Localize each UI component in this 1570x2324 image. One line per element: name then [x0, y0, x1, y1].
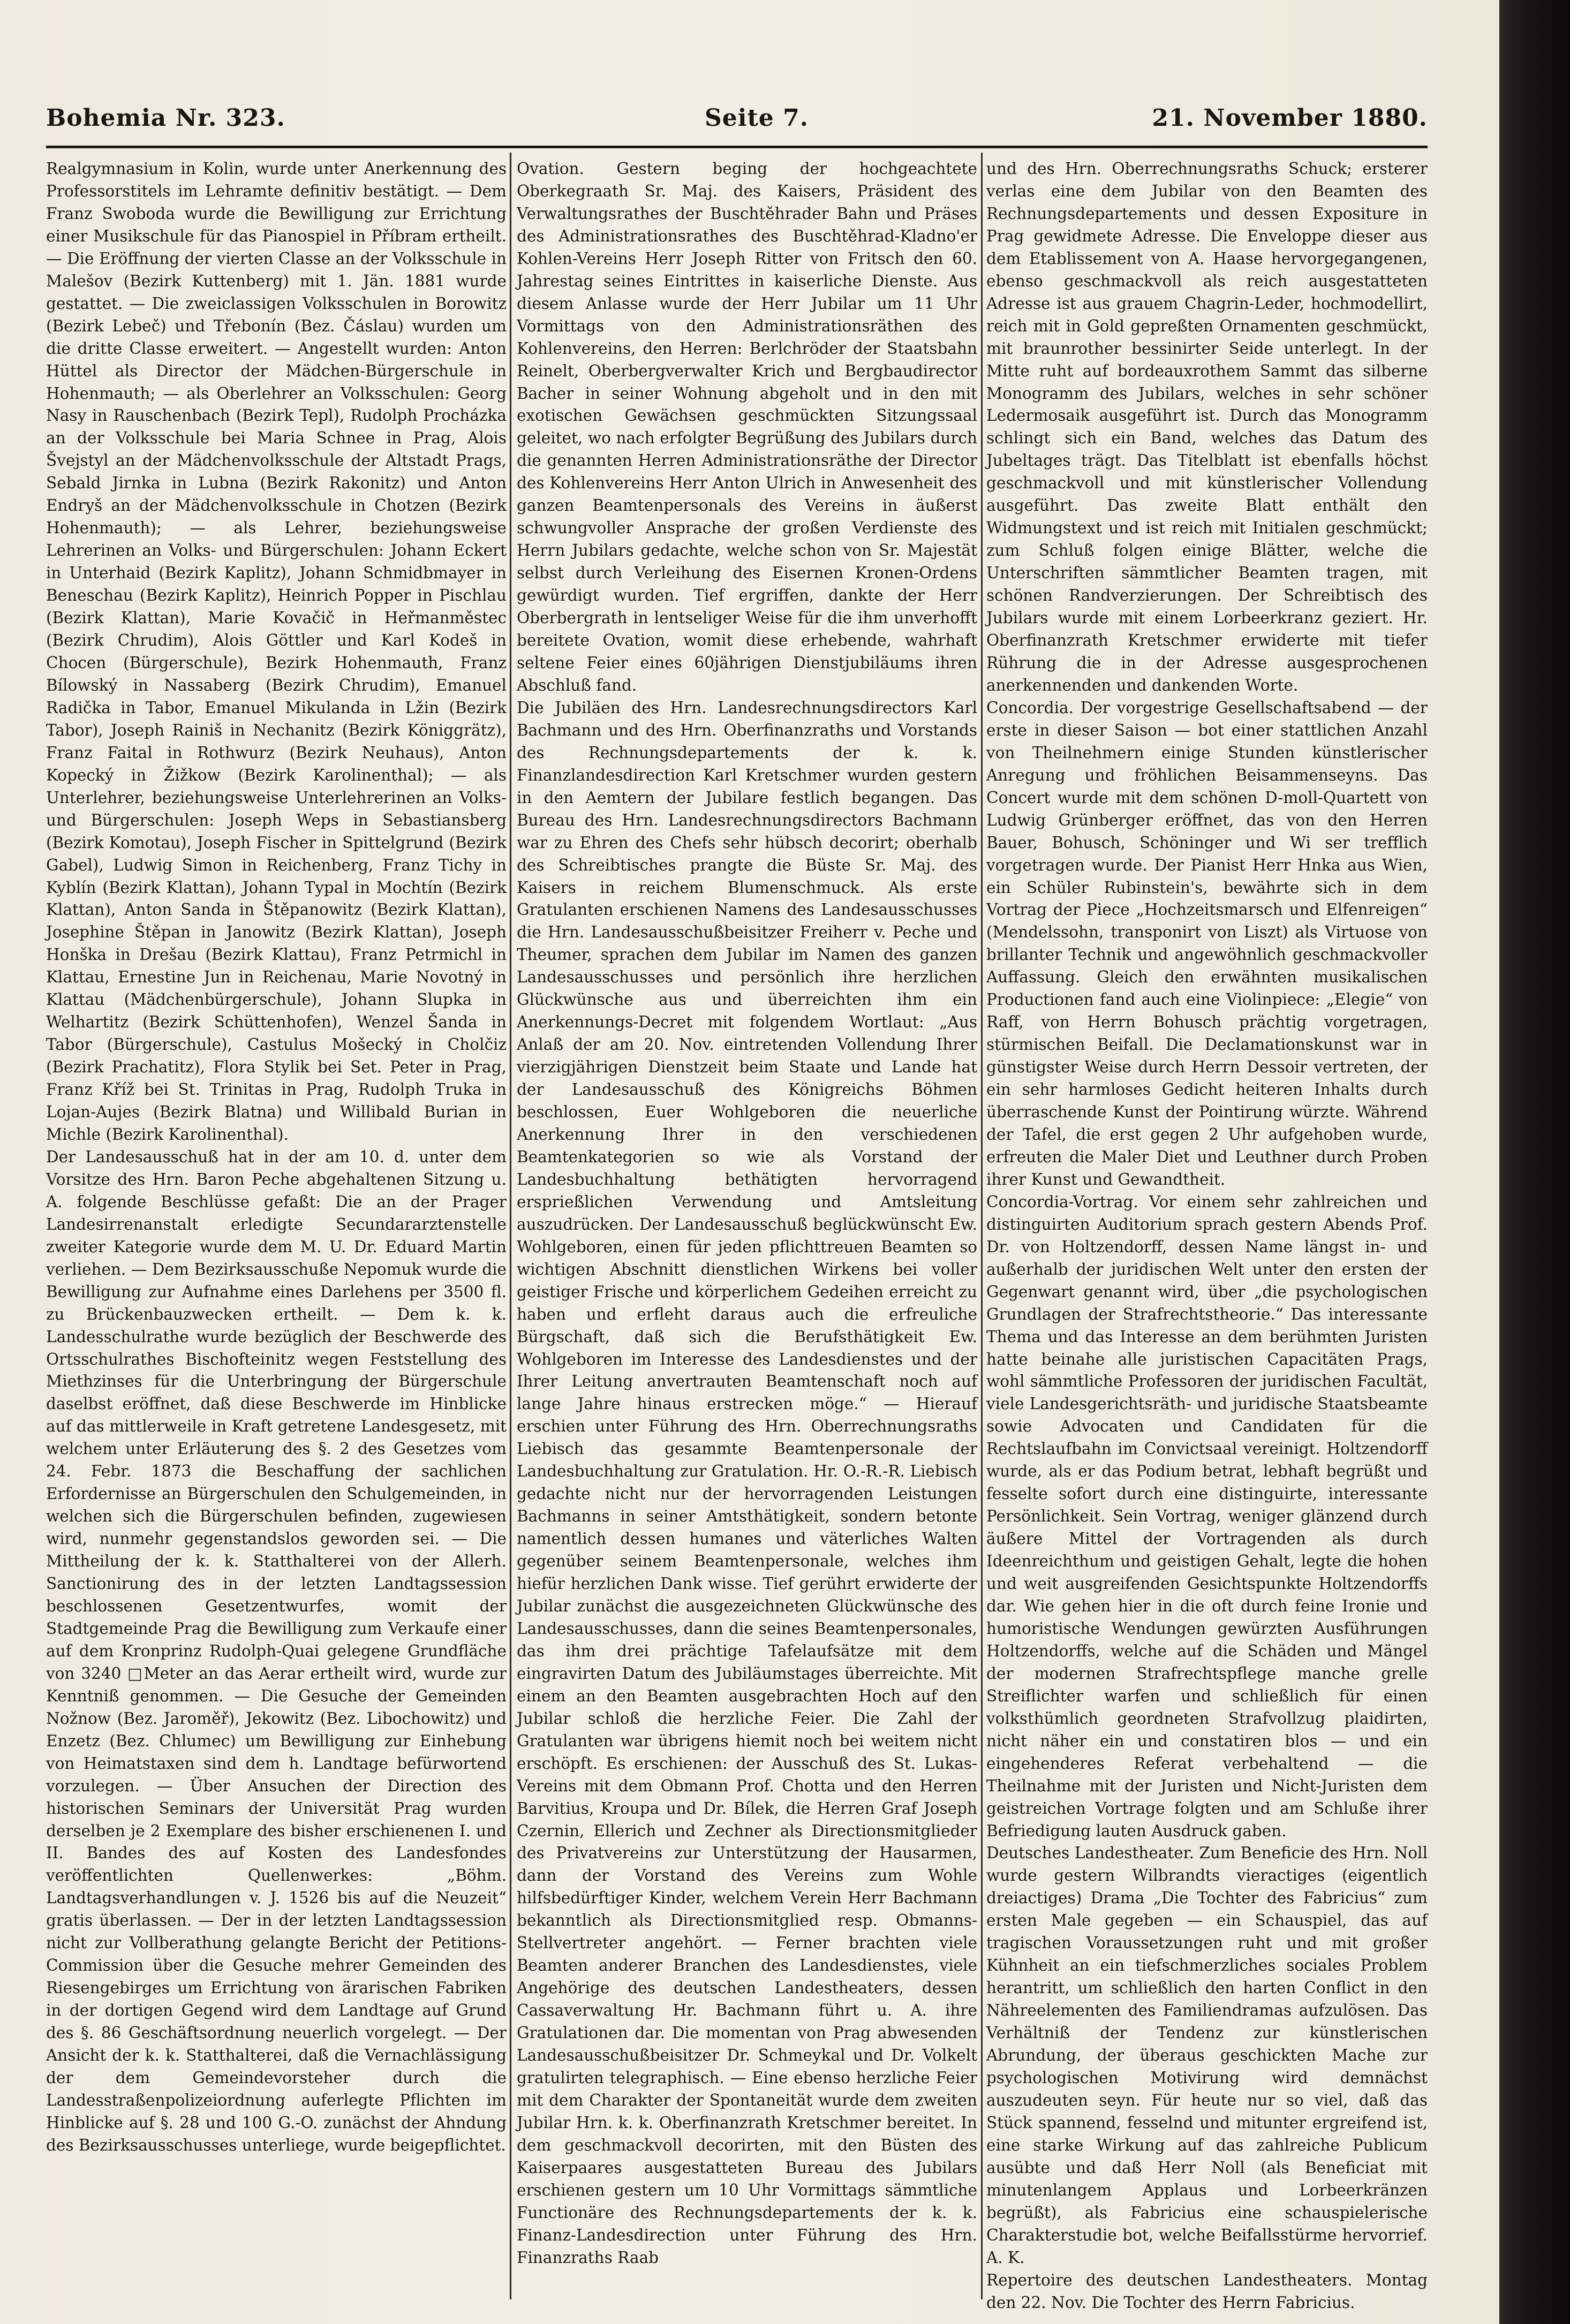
- header-page-number: Seite 7.: [705, 104, 809, 132]
- article-concordia-vortrag: Concordia-Vortrag. Vor einem sehr zahlreichen und distinguirten Auditorium sprach gestern Abends Prof. Dr. von Holtzendorff, dessen Name längst in- und außerhalb der juridischen Welt unter den ersten der Gegenwart genannt wird, über „die psychologischen Grundlagen der Strafrechtstheorie.“ Das interessante Thema und das Interesse an dem berühmten Juristen hatte beinahe alle juristischen Capacitäten Prags, wohl sämmtliche Professoren der juridischen Facultät, viele Landesgerichtsräth- und juridische Staatsbeamte sowie Advocaten und Candidaten für die Rechtslaufbahn im Convictsaal vereinigt. Holtzendorff wurde, als er das Podium betrat, lebhaft begrüßt und fesselte sofort durch eine distinguirte, interessante Persönlichkeit. Sein Vortrag, weniger glänzend durch äußere Mittel der Vortragenden als durch Ideenreichthum und geistigen Gehalt, legte die hohen und weit ausgreifenden Gesichtspunkte Holtzendorffs dar. Wie gehen hier in die oft durch feine Ironie und humoristische Wendungen gewürzten Ausführungen Holtzendorffs, welche auf die Schäden und Mängel der modernen Strafrechtspflege manche grelle Streiflichter warfen und schließlich für einen volksthümlich geordneten Strafvollzug plaidirten, nicht näher ein und constatiren blos — und ein eingehenderes Referat verbehaltend — die Theilnahme mit der Juristen und Nicht-Juristen dem geistreichen Vortrage folgten und am Schluße ihrer Befriedigung lauten Ausdruck gaben.: [986, 1192, 1428, 1840]
- article-school-appointments: Realgymnasium in Kolin, wurde unter Anerkennung des Professorstitels im Lehramte definitiv bestätigt. — Dem Franz Swoboda wurde die Bewilligung zur Errichtung einer Musikschule für das Pianospiel in Příbram ertheilt. — Die Eröffnung der vierten Classe an der Volksschule in Malešov (Bezirk Kuttenberg) mit 1. Jän. 1881 wurde gestattet. — Die zweiclassigen Volksschulen in Borowitz (Bezirk Lebeč) und Třebonín (Bez. Čáslau) wurden um die dritte Classe erweitert. — Angestellt wurden: Anton Hüttel als Director der Mädchen-Bürgerschule in Hohenmauth; — als Oberlehrer an Volksschulen: Georg Nasy in Rauschenbach (Bezirk Tepl), Rudolph Procházka an der Volksschule bei Maria Schnee in Prag, Alois Švejstyl an der Mädchenvolksschule der Altstadt Prags, Sebald Jirnka in Lubna (Bezirk Rakonitz) und Anton Endryš an der Mädchenvolksschule in Chotzen (Bezirk Hohenmauth); — als Lehrer, beziehungsweise Lehrerinen an Volks- und Bürgerschulen: Johann Eckert in Unterhaid (Bezirk Kaplitz), Johann Schmidbmayer in Beneschau (Bezirk Kaplitz), Heinrich Popper in Pischlau (Bezirk Klattan), Marie Kovačič in Heřmanměstec (Bezirk Chrudim), Alois Göttler und Karl Kodeš in Chocen (Bürgerschule), Bezirk Hohenmauth, Franz Bílowský in Nassaberg (Bezirk Chrudim), Emanuel Radička in Tabor, Emanuel Mikulanda in Lžin (Bezirk Tabor), Joseph Rainiš in Nechanitz (Bezirk Königgrätz), Franz Faital in Rothwurz (Bezirk Neuhaus), Anton Kopecký in Žižkow (Bezirk Karolinenthal); — als Unterlehrer, beziehungsweise Unterlehrerinen an Volks- und Bürgerschulen: Joseph Weps in Sebastiansberg (Bezirk Komotau), Joseph Fischer in Spittelgrund (Bezirk Gabel), Ludwig Simon in Reichenberg, Franz Tichy in Kyblín (Bezirk Klattan), Johann Typal in Mochtín (Bezirk Klattan), Anton Sanda in Štěpanowitz (Bezirk Klattan), Josephine Štěpan in Janowitz (Bezirk Klattan), Joseph Honška in Drešau (Bezirk Klattau), Franz Petrmichl in Klattau, Ernestine Jun in Reichenau, Marie Novotný in Klattau (Mädchenbürgerschule), Johann Slupka in Welhartitz (Bezirk Schüttenhofen), Wenzel Šanda in Tabor (Bürgerschule), Castulus Mošecký in Cholčiz (Bezirk Prachatitz), Flora Stylik bei Set. Peter in Prag, Franz Kříž bei St. Trinitas in Prag, Rudolph Truka in Lojan-Aujes (Bezirk Blatna) und Willibald Burian in Michle (Bezirk Karolinenthal).: [46, 160, 507, 1144]
- article-jubilaeen-continued: und des Hrn. Oberrechnungsraths Schuck; ersterer verlas eine dem Jubilar von den Beamten des Rechnungsdepartements und dessen Expositure in Prag gewidmete Adresse. Die Enveloppe dieser aus dem Etablissement von A. Haase hervorgegangenen, ebenso geschmackvoll als reich ausgestatteten Adresse ist aus grauem Chagrin-Leder, hochmodellirt, reich mit in Gold gepreßten Ornamenten geschmückt, mit braunrother bessinirter Seide unterlegt. In der Mitte ruht auf bordeauxrothem Sammt das silberne Monogramm des Jubilars, welches in sehr schöner Ledermosaik ausgeführt ist. Durch das Monogramm schlingt sich ein Band, welches das Datum des Jubeltages trägt. Das Titelblatt ist ebenfalls höchst geschmackvoll und mit künstlerischer Vollendung ausgeführt. Das zweite Blatt enthält den Widmungstext und ist reich mit Initialen geschmückt; zum Schluß folgen einige Blätter, welche die Unterschriften sämmtlicher Beamten tragen, mit schönen Randverzierungen. Der Schreibtisch des Jubilars wurde mit einem Lorbeerkranz geziert. Hr. Oberfinanzrath Kretschmer erwiderte mit tiefer Rührung die in der Adresse ausgesprochenen anerkennenden und dankenden Worte.: [986, 160, 1428, 694]
- article-jubilaeen: Die Jubiläen des Hrn. Landesrechnungsdirectors Karl Bachmann und des Hrn. Oberfinanzraths und Vorstands des Rechnungsdepartements der k. k. Finanzlandesdirection Karl Kretschmer wurden gestern in den Aemtern der Jubilare festlich begangen. Das Bureau des Hrn. Landesrechnungsdirectors Bachmann war zu Ehren des Chefs sehr hübsch decorirt; oberhalb des Schreibtisches prangte die Büste Sr. Maj. des Kaisers in reichem Blumenschmuck. Als erste Gratulanten erschienen Namens des Landesausschusses die Hrn. Landesausschußbeisitzer Freiherr v. Peche und Theumer, sprachen dem Jubilar im Namen des ganzen Landesausschusses und persönlich ihre herzlichen Glückwünsche aus und überreichten ihm ein Anerkennungs-Decret mit folgendem Wortlaut: „Aus Anlaß der am 20. Nov. eintretenden Vollendung Ihrer vierzigjährigen Dienstzeit beim Staate und Lande hat der Landesausschuß des Königreichs Böhmen beschlossen, Euer Wohlgeboren die neuerliche Anerkennung Ihrer in den verschiedenen Beamtenkategorien so wie als Vorstand der Landesbuchhaltung bethätigten hervorragend ersprießlichen Verwendung und Amtsleitung auszudrücken. Der Landesausschuß beglückwünscht Ew. Wohlgeboren, einen für jeden pflichttreuen Beamten so wichtigen Abschnitt dienstlichen Wirkens bei voller geistiger Frische und körperlichem Gedeihen erreicht zu haben und erfleht daraus auch die erfreuliche Bürgschaft, daß sich die Berufsthätigkeit Ew. Wohlgeboren im Interesse des Landesdienstes und der Ihrer Leitung anvertrauten Beamtenschaft noch auf lange Jahre hinaus erstrecken möge.“ — Hierauf erschien unter Führung des Hrn. Oberrechnungsraths Liebisch das gesammte Beamtenpersonale der Landesbuchhaltung zur Gratulation. Hr. O.-R.-R. Liebisch gedachte nicht nur der hervorragenden Leistungen Bachmanns in seiner Amtsthätigkeit, sondern betonte namentlich dessen humanes und väterliches Walten gegenüber seinem Beamtenpersonale, welches ihm hiefür herzlichen Dank wisse. Tief gerührt erwiderte der Jubilar zunächst die ausgezeichneten Glückwünsche des Landesausschusses, dann die seines Beamtenpersonales, das ihm drei prächtige Tafelaufsätze mit dem eingravirten Datum des Jubiläumstages überreichte. Mit einem an den Beamten ausgebrachten Hoch auf den Jubilar schloß die herzliche Feier. Die Zahl der Gratulanten war übrigens hiemit noch bei weitem nicht erschöpft. Es erschienen: der Ausschuß des St. Lukas-Vereins mit dem Obmann Prof. Chotta und den Herren Barvitius, Kroupa und Dr. Bílek, die Herren Graf Joseph Czernin, Ellerich und Zechner als Directionsmitglieder des Privatvereins zur Unterstützung der Hausarmen, dann der Vorstand des Vereins zum Wohle hilfsbedürftiger Kinder, welchem Verein Herr Bachmann bekanntlich als Directionsmitglied resp. Obmanns-Stellvertreter angehört. — Ferner brachten viele Beamten anderer Branchen des Landesdienstes, viele Angehörige des deutschen Landestheaters, dessen Cassaverwaltung Hr. Bachmann führt u. A. ihre Gratulationen dar. Die momentan von Prag abwesenden Landesausschußbeisitzer Dr. Schmeykal und Dr. Volkelt gratulirten telegraphisch. — Eine ebenso herzliche Feier mit dem Charakter der Spontaneität wurde dem zweiten Jubilar Hrn. k. k. Oberfinanzrath Kretschmer bereitet. In dem geschmackvoll decorirten, mit den Büsten des Kaiserpaares ausgestatteten Bureau des Jubilars erschienen gestern um 10 Uhr Vormittags sämmtliche Functionäre des Rechnungsdepartements der k. k. Finanz-Landesdirection unter Führung des Hrn. Finanzraths Raab: [517, 698, 977, 2267]
- column-1: [46, 158, 507, 2157]
- scan-dark-edge: [1499, 0, 1570, 2324]
- header-publication: Bohemia Nr. 323.: [46, 104, 285, 132]
- header-date: 21. November 1880.: [1152, 104, 1428, 132]
- header-rule: [46, 146, 1428, 148]
- article-ovation: Ovation. Gestern beging der hochgeachtete Oberkegraath Sr. Maj. des Kaisers, Präsident des Verwaltungsrathes der Buschtěhrader Bahn und Präses des Administrationsrathes des Buschtěhrad-Kladno'er Kohlen-Vereins Herr Joseph Ritter von Fritsch den 60. Jahrestag seines Eintrittes in kaiserliche Dienste. Aus diesem Anlasse wurde der Herr Jubilar um 11 Uhr Vormittags von den Administrationsräthen des Kohlenvereins, den Herren: Berlchröder der Staatsbahn Reinelt, Oberbergverwalter Krich und Bergbaudirector Bacher in seiner Wohnung abgeholt und in den mit exotischen Gewächsen geschmückten Sitzungssaal geleitet, wo nach erfolgter Begrüßung des Jubilars durch die genannten Herren Administrationsräthe der Director des Kohlenvereins Herr Anton Ulrich in Anwesenheit des ganzen Beamtenpersonals des Vereins in äußerst schwungvoller Ansprache der großen Verdienste des Herrn Jubilars gedachte, welche schon von Sr. Majestät selbst durch Verleihung des Eisernen Kronen-Ordens gewürdigt wurden. Tief ergriffen, dankte der Herr Oberbergrath in lentseliger Weise für die ihm unverhofft bereitete Ovation, womit diese erhebende, wahrhaft seltene Feier eines 60jährigen Dienstjubiläums ihren Abschluß fand.: [517, 160, 977, 694]
- column-2: [517, 158, 977, 2269]
- column-3: [986, 158, 1428, 2314]
- article-concordia: Concordia. Der vorgestrige Gesellschaftsabend — der erste in dieser Saison — bot einer stattlichen Anzahl von Theilnehmern einige Stunden künstlerischer Anregung und fröhlichen Beisammenseyns. Das Concert wurde mit dem schönen D-moll-Quartett von Ludwig Grünberger eröffnet, das von den Herren Bauer, Bohusch, Schöninger und Wi ser trefflich vorgetragen wurde. Der Pianist Herr Hnka aus Wien, ein Schüler Rubinstein's, bewährte sich in dem Vortrag der Piece „Hochzeitsmarsch und Elfenreigen“ (Mendelssohn, transponirt von Liszt) als Virtuose von brillanter Technik und angewöhnlich geschmackvoller Auffassung. Gleich den erwähnten musikalischen Productionen fand auch eine Violinpiece: „Elegie“ von Raff, von Herrn Bohusch prächtig vorgetragen, stürmischen Beifall. Die Declamationskunst war in günstigster Weise durch Herrn Dessoir vertreten, der ein sehr harmloses Gedicht heiteren Inhalts durch überraschende Kunst der Pointirung würzte. Während der Tafel, die erst gegen 2 Uhr aufgehoben wurde, erfreuten die Maler Diet und Leuthner durch Proben ihrer Kunst und Gewandtheit.: [986, 698, 1428, 1189]
- page-header: [46, 104, 1428, 147]
- article-landestheater: Deutsches Landestheater. Zum Beneficie des Hrn. Noll wurde gestern Wilbrandts vieractiges (eigentlich dreiactiges) Drama „Die Tochter des Fabricius“ zum ersten Male gegeben — ein Schauspiel, das auf tragischen Voraussetzungen ruht und mit großer Kühnheit an ein tiefschmerzliches sociales Problem herantritt, um schließlich den harten Conflict in den Nähreelementen des Familiendramas aufzulösen. Das Verhältniß der Tendenz zur künstlerischen Abrundung, der überaus geschickten Mache zur psychologischen Motivirung wird demnächst auszudeuten seyn. Für heute nur so viel, daß das Stück spannend, fesselnd und mitunter ergreifend ist, eine starke Wirkung auf das zahlreiche Publicum ausübte und daß Herr Noll (als Beneficiat mit minutenlangem Applaus und Lorbeerkränzen begrüßt), als Fabricius eine schauspielerische Charakterstudie bot, welche Beifallsstürme hervorrief. A. K.: [986, 1844, 1428, 2267]
- article-repertoire: Repertoire des deutschen Landestheaters. Montag den 22. Nov. Die Tochter des Herrn Fabricius.: [986, 2270, 1428, 2312]
- column-divider-2: [981, 153, 983, 2299]
- article-landesausschuss: Der Landesausschuß hat in der am 10. d. unter dem Vorsitze des Hrn. Baron Peche abgehaltenen Sitzung u. A. folgende Beschlüsse gefaßt: Die an der Prager Landesirrenanstalt erledigte Secundararztenstelle zweiter Kategorie wurde dem M. U. Dr. Eduard Martin verliehen. — Dem Bezirksausschuße Nepomuk wurde die Bewilligung zur Aufnahme eines Darlehens per 3500 fl. zu Brückenbauzwecken ertheilt. — Dem k. k. Landesschulrathe wurde bezüglich der Beschwerde des Ortsschulrathes Bischofteinitz wegen Feststellung des Miethzinses für die Unterbringung der Bürgerschule daselbst eröffnet, daß diese Beschwerde im Hinblicke auf das mittlerweile in Kraft getretene Landesgesetz, mit welchem unter Erläuterung des §. 2 des Gesetzes vom 24. Febr. 1873 die Beschaffung der sachlichen Erfordernisse an Bürgerschulen den Schulgemeinden, in welchen sich die Bürgerschulen befinden, zugewiesen wird, nunmehr gegenstandslos geworden sei. — Die Mittheilung der k. k. Statthalterei von der Allerh. Sanctionirung des in der letzten Landtagssession beschlossenen Gesetzentwurfes, womit der Stadtgemeinde Prag die Bewilligung zum Verkaufe einer auf dem Kronprinz Rudolph-Quai gelegene Grundfläche von 3240 □Meter an das Aerar ertheilt wird, wurde zur Kenntniß genommen. — Die Gesuche der Gemeinden Nožnow (Bez. Jaroměř), Jekowitz (Bez. Libochowitz) und Enzetz (Bez. Chlumec) um Bewilligung zur Einhebung von Heimatstaxen sind dem h. Landtage befürwortend vorzulegen. — Über Ansuchen der Direction des historischen Seminars der Universität Prag wurden derselben je 2 Exemplare des bisher erschienenen I. und II. Bandes des auf Kosten des Landesfondes veröffentlichten Quellenwerkes: „Böhm. Landtagsverhandlungen v. J. 1526 bis auf die Neuzeit“ gratis überlassen. — Der in der letzten Landtagssession nicht zur Vollberathung gelangte Bericht der Petitions-Commission über die Gesuche mehrer Gemeinden des Riesengebirges um Errichtung von ärarischen Fabriken in der dortigen Gegend wird dem Landtage auf Grund des §. 86 Geschäftsordnung neuerlich vorgelegt. — Der Ansicht der k. k. Statthalterei, daß die Vernachlässigung der dem Gemeindevorsteher durch die Landesstraßenpolizeiordnung auferlegte Pflichten im Hinblicke auf §. 28 und 100 G.-O. zunächst der Ahndung des Bezirksausschusses unterliege, wurde beigepflichtet.: [46, 1147, 507, 2154]
- column-divider-1: [510, 153, 511, 2299]
